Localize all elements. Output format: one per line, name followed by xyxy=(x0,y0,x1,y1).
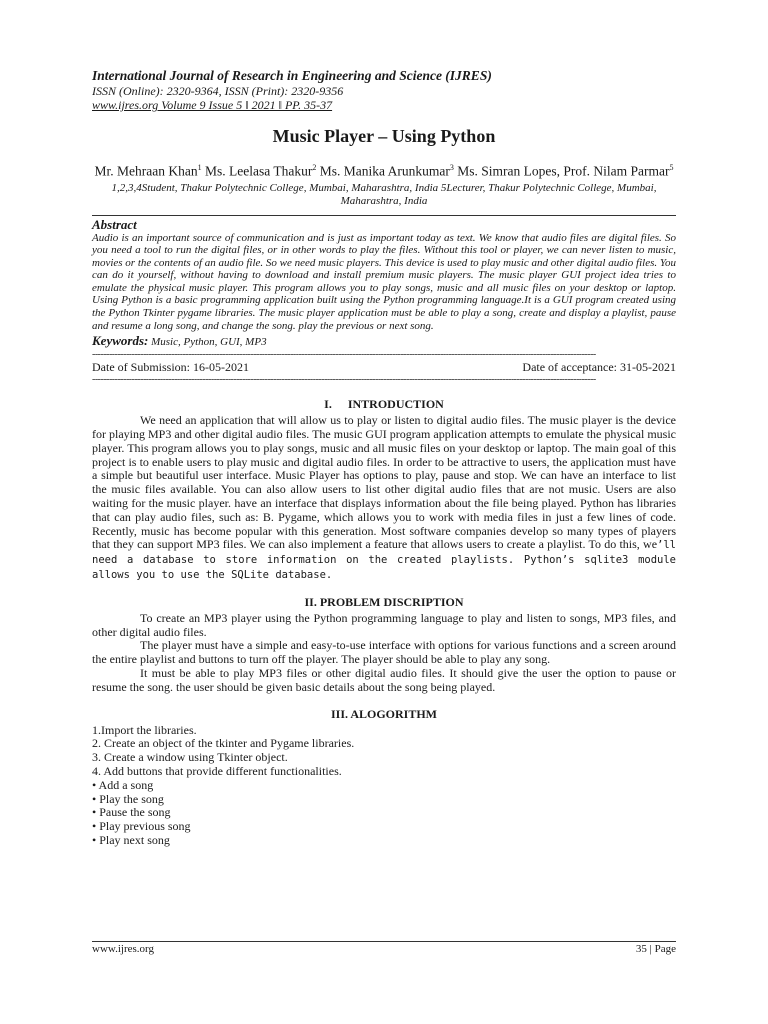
author-name: Ms. Leelasa Thakur xyxy=(201,163,313,179)
abstract-text: Audio is an important source of communication and is just as important today as text. We know that audio files are digital files. So you need a tool to run the digital files, or in other words to play the files. Without this tool or player, we can never listen to music, movies or the contents of an audio file. So we need music players. This device is used to play music and other digital audio files. You can do it yourself, without having to download and install premium music players. The music player GUI project idea tries to emulate the physical music player. This program allows you to play songs, music and all music files on your desktop or laptop. Using Python is a basic programming application built using the Python programming language.It is a GUI program created using the Python Tkinter pygame libraries. The music player application must be able to play a song, create and display a playlist, pause and resume a long song, and change the song. play the previous or next song. xyxy=(92,231,676,332)
list-item: • Play the song xyxy=(92,791,164,806)
keywords-line xyxy=(92,333,676,350)
dashed-divider: ---------------------------------------------------------------------------------------------------------------------------------------------------------------------------------- xyxy=(92,350,596,361)
author-name: Ms. Manika Arunkumar xyxy=(316,163,450,179)
author-superscript: 2 xyxy=(312,163,317,172)
author-name: Ms. Simran Lopes, Prof. Nilam Parmar xyxy=(453,163,670,179)
list-item: 2. Create an object of the tkinter and Pygame libraries. xyxy=(92,736,355,751)
issn-line: ISSN (Online): 2320-9364, ISSN (Print): 2320-9356 xyxy=(92,84,344,98)
problem-paragraph: The player must have a simple and easy-to-use interface with options for various functions and a screen around the entire playlist and buttons to turn off the player. The player should be able to play any song. xyxy=(92,638,676,667)
page-footer xyxy=(92,941,676,955)
introduction-body: We need an application that will allow us to play or listen to digital audio files. The music player is the device for playing MP3 and other digital audio files. The music GUI program application attempts to emulate the physical music player. This program allows you to play songs, music and all music files on your desktop or laptop. The main goal of this project is to enable users to play music and digital audio files. In order to be attractive to users, the application must have a simple but beautiful user interface. Music Player has options to play, pause and stop. We can have an interface to list the music files available. You can also allow users to list other digital audio files that are not music. Users are also waiting for the music player. have an interface that displays information about the file being played. Python has libraries that can play audio files, such as: B. Pygame, which allows you to work with media files in just a few lines of code. Recently, music has become popular with this generation. Most software companies develop so many types of players that they can support MP3 files. We can also implement a feature that allows users to create a playlist. To do this, we xyxy=(92,413,676,552)
section-heading-algorithm: III. ALOGORITHM xyxy=(330,706,438,721)
affiliation: 1,2,3,4Student, Thakur Polytechnic College, Mumbai, Maharashtra, India 5Lecturer, Thakur Polytechnic College, Mumbai, Maharashtra, India xyxy=(111,181,657,207)
list-item: • Add a song xyxy=(92,777,154,792)
problem-paragraph: To create an MP3 player using the Python programming language to play and listen to songs, MP3 files, and other digital audio files. xyxy=(92,610,676,639)
section-heading-introduction xyxy=(92,397,676,412)
journal-name: International Journal of Research in Engineering and Science (IJRES) xyxy=(92,68,492,83)
section-number: I. xyxy=(324,397,332,412)
divider xyxy=(92,215,676,216)
section-heading-problem: II. PROBLEM DISCRIPTION xyxy=(304,594,464,609)
acceptance-date: Date of acceptance: 31-05-2021 xyxy=(522,360,676,375)
problem-paragraph: It must be able to play MP3 files or other digital audio files. It should give the user the option to pause or resume the song. the user should be given basic details about the song being played. xyxy=(92,666,676,694)
page-number: 35 | Page xyxy=(635,943,676,955)
introduction-body-tail: ’ll need a database to store information on the created playlists. Python’s sqlite3 module allows you to use the SQLite database. xyxy=(92,539,676,582)
submission-date: Date of Submission: 16-05-2021 xyxy=(92,360,249,375)
list-item: • Pause the song xyxy=(92,805,171,820)
author-superscript: 3 xyxy=(449,163,454,172)
introduction-text xyxy=(92,414,676,583)
keywords-label: Keywords: xyxy=(92,333,149,349)
author-name: Mr. Mehraan Khan xyxy=(94,163,198,179)
list-item: 4. Add buttons that provide different functionalities. xyxy=(92,763,342,778)
dates-row xyxy=(92,360,676,375)
paper-page xyxy=(92,68,676,848)
list-item: 3. Create a window using Tkinter object. xyxy=(92,750,288,765)
list-item: • Play next song xyxy=(92,832,170,847)
dashed-divider: ---------------------------------------------------------------------------------------------------------------------------------------------------------------------------------- xyxy=(92,375,596,386)
author-superscript: 5 xyxy=(669,163,674,172)
volume-line: www.ijres.org Volume 9 Issue 5 ‖ 2021 ‖ PP. 35-37 xyxy=(92,98,333,112)
list-item: 1.Import the libraries. xyxy=(92,722,197,737)
author-superscript: 1 xyxy=(197,163,202,172)
abstract-heading: Abstract xyxy=(92,216,137,232)
footer-site: www.ijres.org xyxy=(92,943,155,955)
paper-title: Music Player – Using Python xyxy=(272,126,496,146)
keywords-list: Music, Python, GUI, MP3 xyxy=(151,336,267,349)
author-list xyxy=(92,159,676,180)
section-title: INTRODUCTION xyxy=(347,397,444,412)
list-item: • Play previous song xyxy=(92,819,191,834)
